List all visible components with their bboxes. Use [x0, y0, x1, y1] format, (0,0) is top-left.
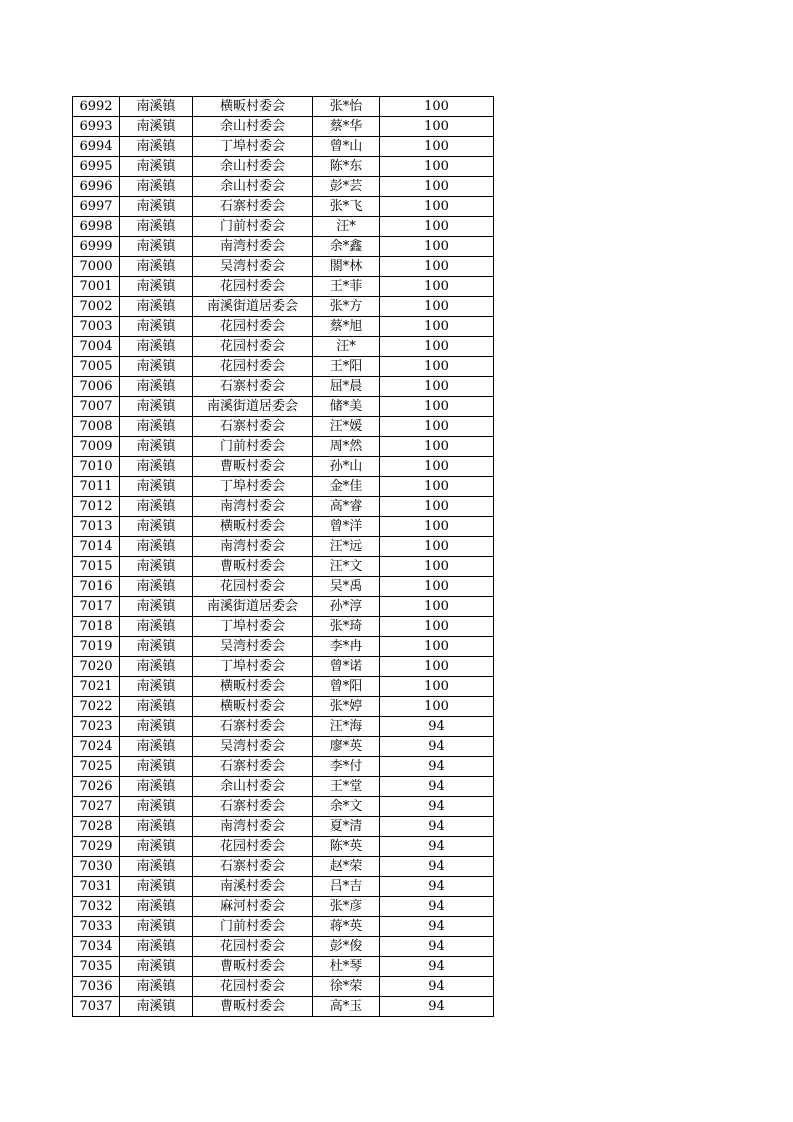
amount-cell: 94: [380, 917, 494, 937]
name-cell: 曾*阳: [313, 677, 380, 697]
town-cell: 南溪镇: [120, 517, 193, 537]
name-cell: 屈*晨: [313, 377, 380, 397]
village-committee-cell: 石寨村委会: [193, 717, 313, 737]
name-cell: 金*佳: [313, 477, 380, 497]
row-number-cell: 7020: [73, 657, 120, 677]
village-committee-cell: 花园村委会: [193, 277, 313, 297]
village-committee-cell: 门前村委会: [193, 217, 313, 237]
row-number-cell: 7023: [73, 717, 120, 737]
table-row: [73, 317, 494, 337]
town-cell: 南溪镇: [120, 857, 193, 877]
town-cell: 南溪镇: [120, 677, 193, 697]
data-table: [72, 96, 494, 1017]
village-committee-cell: 麻河村委会: [193, 897, 313, 917]
table-row: [73, 837, 494, 857]
table-row: [73, 937, 494, 957]
name-cell: 夏*清: [313, 817, 380, 837]
amount-cell: 100: [380, 97, 494, 117]
town-cell: 南溪镇: [120, 197, 193, 217]
row-number-cell: 7004: [73, 337, 120, 357]
amount-cell: 100: [380, 617, 494, 637]
name-cell: 汪*媛: [313, 417, 380, 437]
amount-cell: 100: [380, 197, 494, 217]
village-committee-cell: 石寨村委会: [193, 377, 313, 397]
town-cell: 南溪镇: [120, 497, 193, 517]
name-cell: 廖*英: [313, 737, 380, 757]
amount-cell: 100: [380, 137, 494, 157]
amount-cell: 94: [380, 717, 494, 737]
table-row: [73, 897, 494, 917]
name-cell: 徐*荣: [313, 977, 380, 997]
table-row: [73, 337, 494, 357]
table-row: [73, 617, 494, 637]
amount-cell: 100: [380, 657, 494, 677]
amount-cell: 100: [380, 557, 494, 577]
amount-cell: 100: [380, 217, 494, 237]
town-cell: 南溪镇: [120, 577, 193, 597]
village-committee-cell: 门前村委会: [193, 437, 313, 457]
village-committee-cell: 石寨村委会: [193, 757, 313, 777]
name-cell: 张*怡: [313, 97, 380, 117]
name-cell: 高*玉: [313, 997, 380, 1017]
name-cell: 蔡*华: [313, 117, 380, 137]
name-cell: 王*堂: [313, 777, 380, 797]
name-cell: 陈*英: [313, 837, 380, 857]
row-number-cell: 7000: [73, 257, 120, 277]
row-number-cell: 7006: [73, 377, 120, 397]
town-cell: 南溪镇: [120, 917, 193, 937]
row-number-cell: 7028: [73, 817, 120, 837]
row-number-cell: 7030: [73, 857, 120, 877]
village-committee-cell: 吴湾村委会: [193, 637, 313, 657]
village-committee-cell: 花园村委会: [193, 357, 313, 377]
amount-cell: 100: [380, 477, 494, 497]
row-number-cell: 7032: [73, 897, 120, 917]
town-cell: 南溪镇: [120, 637, 193, 657]
table-row: [73, 297, 494, 317]
name-cell: 曾*诺: [313, 657, 380, 677]
table-body: [73, 97, 494, 1017]
town-cell: 南溪镇: [120, 877, 193, 897]
amount-cell: 100: [380, 237, 494, 257]
amount-cell: 94: [380, 977, 494, 997]
table-row: [73, 917, 494, 937]
town-cell: 南溪镇: [120, 357, 193, 377]
town-cell: 南溪镇: [120, 417, 193, 437]
amount-cell: 94: [380, 797, 494, 817]
town-cell: 南溪镇: [120, 277, 193, 297]
amount-cell: 100: [380, 417, 494, 437]
row-number-cell: 7012: [73, 497, 120, 517]
row-number-cell: 6995: [73, 157, 120, 177]
table-row: [73, 637, 494, 657]
name-cell: 张*彦: [313, 897, 380, 917]
row-number-cell: 7031: [73, 877, 120, 897]
amount-cell: 100: [380, 517, 494, 537]
row-number-cell: 7003: [73, 317, 120, 337]
table-row: [73, 557, 494, 577]
village-committee-cell: 石寨村委会: [193, 797, 313, 817]
table-row: [73, 257, 494, 277]
row-number-cell: 7021: [73, 677, 120, 697]
village-committee-cell: 余山村委会: [193, 157, 313, 177]
town-cell: 南溪镇: [120, 757, 193, 777]
town-cell: 南溪镇: [120, 977, 193, 997]
amount-cell: 100: [380, 677, 494, 697]
town-cell: 南溪镇: [120, 437, 193, 457]
table-row: [73, 957, 494, 977]
name-cell: 李*冉: [313, 637, 380, 657]
town-cell: 南溪镇: [120, 257, 193, 277]
table-row: [73, 237, 494, 257]
amount-cell: 100: [380, 537, 494, 557]
amount-cell: 100: [380, 397, 494, 417]
amount-cell: 100: [380, 357, 494, 377]
row-number-cell: 7016: [73, 577, 120, 597]
village-committee-cell: 南湾村委会: [193, 817, 313, 837]
town-cell: 南溪镇: [120, 937, 193, 957]
table-row: [73, 457, 494, 477]
name-cell: 汪*: [313, 217, 380, 237]
name-cell: 赵*荣: [313, 857, 380, 877]
town-cell: 南溪镇: [120, 317, 193, 337]
name-cell: 彭*芸: [313, 177, 380, 197]
amount-cell: 100: [380, 637, 494, 657]
village-committee-cell: 花园村委会: [193, 317, 313, 337]
village-committee-cell: 横畈村委会: [193, 517, 313, 537]
amount-cell: 100: [380, 457, 494, 477]
amount-cell: 94: [380, 837, 494, 857]
name-cell: 孙*淳: [313, 597, 380, 617]
name-cell: 李*付: [313, 757, 380, 777]
amount-cell: 94: [380, 877, 494, 897]
village-committee-cell: 横畈村委会: [193, 97, 313, 117]
name-cell: 王*菲: [313, 277, 380, 297]
table-row: [73, 157, 494, 177]
row-number-cell: 6998: [73, 217, 120, 237]
table-row: [73, 197, 494, 217]
row-number-cell: 7018: [73, 617, 120, 637]
name-cell: 孙*山: [313, 457, 380, 477]
row-number-cell: 7025: [73, 757, 120, 777]
village-committee-cell: 花园村委会: [193, 937, 313, 957]
village-committee-cell: 余山村委会: [193, 117, 313, 137]
name-cell: 蒋*英: [313, 917, 380, 937]
table-row: [73, 817, 494, 837]
table-row: [73, 597, 494, 617]
amount-cell: 94: [380, 937, 494, 957]
name-cell: 陈*东: [313, 157, 380, 177]
row-number-cell: 7036: [73, 977, 120, 997]
table-row: [73, 657, 494, 677]
table-row: [73, 977, 494, 997]
town-cell: 南溪镇: [120, 217, 193, 237]
village-committee-cell: 曹畈村委会: [193, 557, 313, 577]
name-cell: 张*方: [313, 297, 380, 317]
town-cell: 南溪镇: [120, 957, 193, 977]
amount-cell: 94: [380, 817, 494, 837]
table-row: [73, 377, 494, 397]
amount-cell: 100: [380, 257, 494, 277]
town-cell: 南溪镇: [120, 137, 193, 157]
name-cell: 储*美: [313, 397, 380, 417]
name-cell: 吴*禹: [313, 577, 380, 597]
table-row: [73, 497, 494, 517]
amount-cell: 100: [380, 377, 494, 397]
row-number-cell: 7002: [73, 297, 120, 317]
village-committee-cell: 石寨村委会: [193, 857, 313, 877]
amount-cell: 100: [380, 337, 494, 357]
town-cell: 南溪镇: [120, 117, 193, 137]
row-number-cell: 7007: [73, 397, 120, 417]
table-row: [73, 697, 494, 717]
town-cell: 南溪镇: [120, 657, 193, 677]
amount-cell: 100: [380, 317, 494, 337]
town-cell: 南溪镇: [120, 897, 193, 917]
row-number-cell: 6997: [73, 197, 120, 217]
name-cell: 张*婷: [313, 697, 380, 717]
village-committee-cell: 南溪街道居委会: [193, 297, 313, 317]
amount-cell: 100: [380, 497, 494, 517]
row-number-cell: 7027: [73, 797, 120, 817]
table-row: [73, 997, 494, 1017]
row-number-cell: 7010: [73, 457, 120, 477]
village-committee-cell: 曹畈村委会: [193, 957, 313, 977]
table-row: [73, 437, 494, 457]
village-committee-cell: 吴湾村委会: [193, 737, 313, 757]
village-committee-cell: 花园村委会: [193, 977, 313, 997]
row-number-cell: 7001: [73, 277, 120, 297]
village-committee-cell: 南溪街道居委会: [193, 597, 313, 617]
village-committee-cell: 南湾村委会: [193, 237, 313, 257]
village-committee-cell: 花园村委会: [193, 837, 313, 857]
village-committee-cell: 丁埠村委会: [193, 617, 313, 637]
town-cell: 南溪镇: [120, 337, 193, 357]
town-cell: 南溪镇: [120, 597, 193, 617]
table-row: [73, 737, 494, 757]
name-cell: 余*鑫: [313, 237, 380, 257]
table-row: [73, 177, 494, 197]
village-committee-cell: 石寨村委会: [193, 417, 313, 437]
village-committee-cell: 曹畈村委会: [193, 997, 313, 1017]
row-number-cell: 7019: [73, 637, 120, 657]
name-cell: 汪*: [313, 337, 380, 357]
table-row: [73, 477, 494, 497]
amount-cell: 100: [380, 297, 494, 317]
town-cell: 南溪镇: [120, 817, 193, 837]
town-cell: 南溪镇: [120, 397, 193, 417]
name-cell: 吕*吉: [313, 877, 380, 897]
town-cell: 南溪镇: [120, 97, 193, 117]
name-cell: 张*琦: [313, 617, 380, 637]
village-committee-cell: 横畈村委会: [193, 697, 313, 717]
table-row: [73, 757, 494, 777]
row-number-cell: 7022: [73, 697, 120, 717]
row-number-cell: 7008: [73, 417, 120, 437]
row-number-cell: 7029: [73, 837, 120, 857]
row-number-cell: 7026: [73, 777, 120, 797]
table-row: [73, 217, 494, 237]
name-cell: 王*阳: [313, 357, 380, 377]
village-committee-cell: 南湾村委会: [193, 537, 313, 557]
name-cell: 汪*文: [313, 557, 380, 577]
row-number-cell: 7037: [73, 997, 120, 1017]
name-cell: 余*文: [313, 797, 380, 817]
village-committee-cell: 曹畈村委会: [193, 457, 313, 477]
town-cell: 南溪镇: [120, 837, 193, 857]
row-number-cell: 7005: [73, 357, 120, 377]
table-row: [73, 857, 494, 877]
table-row: [73, 677, 494, 697]
town-cell: 南溪镇: [120, 697, 193, 717]
row-number-cell: 7015: [73, 557, 120, 577]
name-cell: 杜*琴: [313, 957, 380, 977]
row-number-cell: 7011: [73, 477, 120, 497]
table-row: [73, 397, 494, 417]
name-cell: 曾*洋: [313, 517, 380, 537]
table-row: [73, 357, 494, 377]
town-cell: 南溪镇: [120, 297, 193, 317]
village-committee-cell: 门前村委会: [193, 917, 313, 937]
amount-cell: 94: [380, 857, 494, 877]
village-committee-cell: 南溪村委会: [193, 877, 313, 897]
town-cell: 南溪镇: [120, 557, 193, 577]
amount-cell: 94: [380, 737, 494, 757]
village-committee-cell: 丁埠村委会: [193, 477, 313, 497]
name-cell: 周*然: [313, 437, 380, 457]
row-number-cell: 7034: [73, 937, 120, 957]
village-committee-cell: 石寨村委会: [193, 197, 313, 217]
village-committee-cell: 横畈村委会: [193, 677, 313, 697]
name-cell: 蔡*旭: [313, 317, 380, 337]
town-cell: 南溪镇: [120, 617, 193, 637]
row-number-cell: 6996: [73, 177, 120, 197]
name-cell: 汪*远: [313, 537, 380, 557]
town-cell: 南溪镇: [120, 157, 193, 177]
row-number-cell: 7014: [73, 537, 120, 557]
town-cell: 南溪镇: [120, 997, 193, 1017]
amount-cell: 100: [380, 577, 494, 597]
name-cell: 曾*山: [313, 137, 380, 157]
name-cell: 张*飞: [313, 197, 380, 217]
row-number-cell: 7017: [73, 597, 120, 617]
name-cell: 高*睿: [313, 497, 380, 517]
town-cell: 南溪镇: [120, 737, 193, 757]
town-cell: 南溪镇: [120, 537, 193, 557]
town-cell: 南溪镇: [120, 377, 193, 397]
table-row: [73, 537, 494, 557]
town-cell: 南溪镇: [120, 777, 193, 797]
row-number-cell: 6999: [73, 237, 120, 257]
amount-cell: 100: [380, 697, 494, 717]
name-cell: 彭*俊: [313, 937, 380, 957]
town-cell: 南溪镇: [120, 717, 193, 737]
amount-cell: 100: [380, 117, 494, 137]
amount-cell: 94: [380, 997, 494, 1017]
village-committee-cell: 余山村委会: [193, 777, 313, 797]
row-number-cell: 7035: [73, 957, 120, 977]
row-number-cell: 6992: [73, 97, 120, 117]
row-number-cell: 6993: [73, 117, 120, 137]
table-row: [73, 137, 494, 157]
amount-cell: 100: [380, 157, 494, 177]
amount-cell: 100: [380, 437, 494, 457]
table-row: [73, 577, 494, 597]
village-committee-cell: 南湾村委会: [193, 497, 313, 517]
amount-cell: 94: [380, 757, 494, 777]
town-cell: 南溪镇: [120, 237, 193, 257]
table-row: [73, 97, 494, 117]
village-committee-cell: 吴湾村委会: [193, 257, 313, 277]
table-row: [73, 277, 494, 297]
row-number-cell: 7024: [73, 737, 120, 757]
amount-cell: 94: [380, 897, 494, 917]
village-committee-cell: 丁埠村委会: [193, 657, 313, 677]
table-row: [73, 777, 494, 797]
name-cell: 閤*林: [313, 257, 380, 277]
amount-cell: 94: [380, 777, 494, 797]
town-cell: 南溪镇: [120, 457, 193, 477]
village-committee-cell: 花园村委会: [193, 577, 313, 597]
table-row: [73, 117, 494, 137]
town-cell: 南溪镇: [120, 797, 193, 817]
amount-cell: 100: [380, 277, 494, 297]
table-row: [73, 517, 494, 537]
town-cell: 南溪镇: [120, 177, 193, 197]
table-row: [73, 877, 494, 897]
row-number-cell: 7013: [73, 517, 120, 537]
town-cell: 南溪镇: [120, 477, 193, 497]
village-committee-cell: 南溪街道居委会: [193, 397, 313, 417]
village-committee-cell: 余山村委会: [193, 177, 313, 197]
village-committee-cell: 丁埠村委会: [193, 137, 313, 157]
amount-cell: 100: [380, 177, 494, 197]
table-row: [73, 717, 494, 737]
row-number-cell: 7009: [73, 437, 120, 457]
row-number-cell: 6994: [73, 137, 120, 157]
name-cell: 汪*海: [313, 717, 380, 737]
village-committee-cell: 花园村委会: [193, 337, 313, 357]
row-number-cell: 7033: [73, 917, 120, 937]
amount-cell: 100: [380, 597, 494, 617]
amount-cell: 94: [380, 957, 494, 977]
table-row: [73, 797, 494, 817]
table-row: [73, 417, 494, 437]
